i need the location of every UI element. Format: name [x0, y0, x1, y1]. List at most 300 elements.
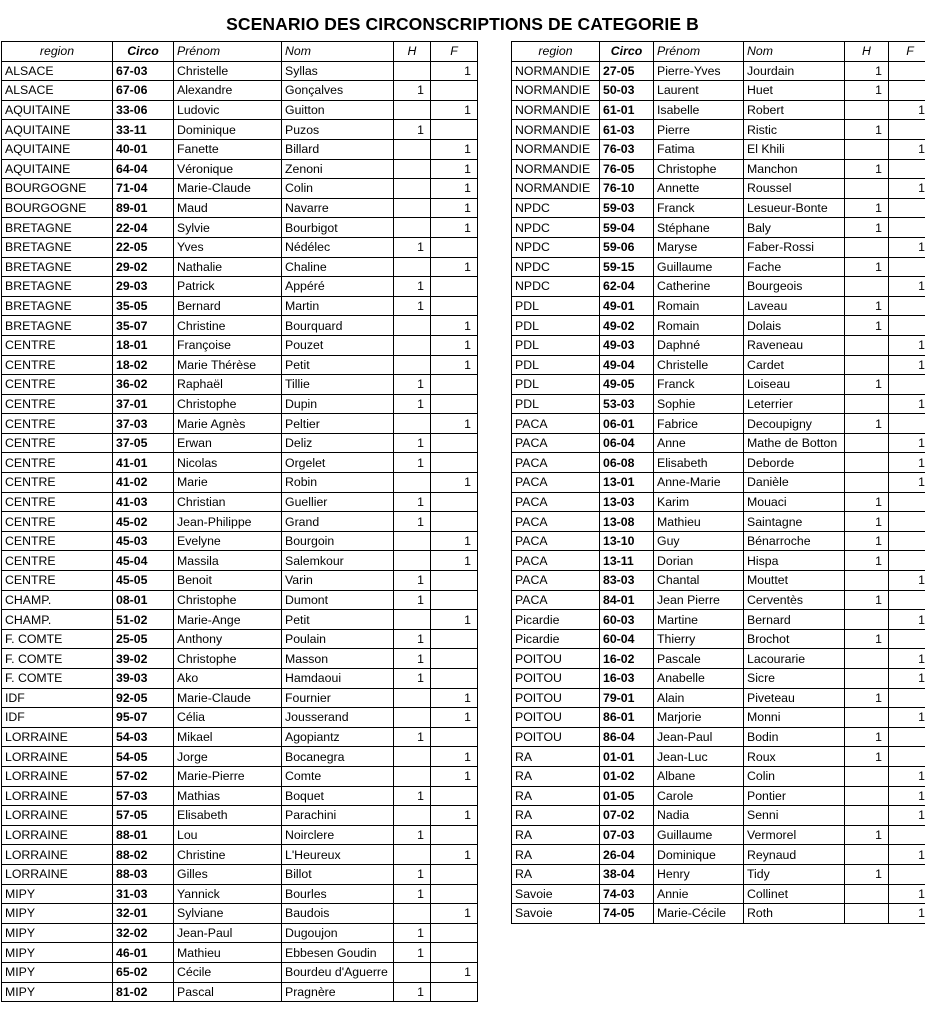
cell-f: 1: [889, 766, 925, 786]
table-row: [512, 414, 925, 434]
cell-region: CENTRE: [2, 512, 113, 532]
cell-nom: Comte: [282, 766, 394, 786]
cell-h: [394, 806, 431, 826]
table-row: [2, 473, 478, 493]
cell-circo: 41-03: [113, 492, 174, 512]
cell-f: [431, 727, 478, 747]
cell-nom: Bourquard: [282, 316, 394, 336]
cell-nom: Ristic: [744, 120, 845, 140]
cell-f: 1: [431, 610, 478, 630]
cell-f: [889, 218, 925, 238]
cell-h: [394, 218, 431, 238]
cell-h: 1: [845, 257, 889, 277]
cell-h: [845, 806, 889, 826]
cell-h: 1: [845, 825, 889, 845]
cell-prenom: Marjorie: [654, 708, 744, 728]
cell-circo: 86-01: [600, 708, 654, 728]
cell-region: BRETAGNE: [2, 296, 113, 316]
table-row: [2, 825, 478, 845]
cell-region: CENTRE: [2, 492, 113, 512]
cell-circo: 22-04: [113, 218, 174, 238]
cell-prenom: Isabelle: [654, 100, 744, 120]
table-row: [512, 708, 925, 728]
cell-h: [394, 355, 431, 375]
cell-nom: Guitton: [282, 100, 394, 120]
cell-prenom: Anne-Marie: [654, 473, 744, 493]
cell-region: IDF: [2, 688, 113, 708]
cell-nom: Colin: [282, 179, 394, 199]
cell-h: 1: [845, 159, 889, 179]
cell-h: [394, 100, 431, 120]
table-row: [2, 355, 478, 375]
cell-h: 1: [845, 198, 889, 218]
cell-region: ALSACE: [2, 81, 113, 101]
cell-h: [394, 335, 431, 355]
cell-f: [431, 786, 478, 806]
cell-f: [431, 943, 478, 963]
cell-circo: 37-05: [113, 433, 174, 453]
cell-circo: 06-01: [600, 414, 654, 434]
cell-f: 1: [889, 610, 925, 630]
cell-prenom: Martine: [654, 610, 744, 630]
cell-f: 1: [431, 218, 478, 238]
cell-circo: 33-11: [113, 120, 174, 140]
table-row: [2, 257, 478, 277]
cell-f: [431, 884, 478, 904]
cell-h: [845, 473, 889, 493]
table-row: [2, 629, 478, 649]
cell-f: [431, 433, 478, 453]
header-circo: Circo: [600, 42, 654, 62]
header-row: [2, 42, 478, 62]
table-row: [512, 845, 925, 865]
cell-h: [845, 433, 889, 453]
cell-h: [394, 473, 431, 493]
cell-nom: Leterrier: [744, 394, 845, 414]
cell-f: 1: [889, 649, 925, 669]
cell-prenom: Christine: [174, 316, 282, 336]
cell-region: BOURGOGNE: [2, 198, 113, 218]
cell-region: ALSACE: [2, 61, 113, 81]
cell-h: 1: [845, 864, 889, 884]
cell-h: [394, 766, 431, 786]
cell-prenom: Alain: [654, 688, 744, 708]
cell-region: RA: [512, 845, 600, 865]
cell-f: [431, 237, 478, 257]
cell-region: PACA: [512, 414, 600, 434]
cell-prenom: Dominique: [654, 845, 744, 865]
cell-region: RA: [512, 825, 600, 845]
table-row: [2, 551, 478, 571]
cell-prenom: Christophe: [174, 394, 282, 414]
cell-prenom: Guy: [654, 531, 744, 551]
cell-circo: 32-02: [113, 923, 174, 943]
cell-nom: Bénarroche: [744, 531, 845, 551]
cell-h: [394, 610, 431, 630]
cell-region: AQUITAINE: [2, 120, 113, 140]
cell-nom: Parachini: [282, 806, 394, 826]
header-h: H: [394, 42, 431, 62]
cell-h: 1: [394, 375, 431, 395]
cell-f: [431, 571, 478, 591]
cell-f: [431, 394, 478, 414]
cell-f: [431, 81, 478, 101]
cell-h: [845, 610, 889, 630]
cell-f: 1: [889, 845, 925, 865]
cell-h: [845, 394, 889, 414]
cell-prenom: Laurent: [654, 81, 744, 101]
cell-circo: 59-06: [600, 237, 654, 257]
cell-circo: 29-03: [113, 277, 174, 297]
cell-prenom: Franck: [654, 375, 744, 395]
cell-f: [889, 81, 925, 101]
cell-circo: 45-04: [113, 551, 174, 571]
cell-region: PDL: [512, 355, 600, 375]
table-row: [512, 139, 925, 159]
cell-circo: 49-04: [600, 355, 654, 375]
table-row: [2, 806, 478, 826]
cell-h: 1: [394, 884, 431, 904]
cell-h: 1: [845, 688, 889, 708]
cell-f: 1: [889, 884, 925, 904]
cell-nom: Jousserand: [282, 708, 394, 728]
cell-prenom: Marie Thérèse: [174, 355, 282, 375]
header-f: F: [889, 42, 925, 62]
cell-circo: 45-05: [113, 571, 174, 591]
cell-region: PACA: [512, 433, 600, 453]
page-title: SCENARIO DES CIRCONSCRIPTIONS DE CATEGORIE B: [226, 14, 699, 34]
cell-h: 1: [845, 61, 889, 81]
cell-circo: 08-01: [113, 590, 174, 610]
cell-f: [431, 864, 478, 884]
cell-h: 1: [394, 237, 431, 257]
cell-circo: 32-01: [113, 904, 174, 924]
table-row: [2, 61, 478, 81]
cell-h: 1: [394, 825, 431, 845]
cell-circo: 76-03: [600, 139, 654, 159]
cell-circo: 89-01: [113, 198, 174, 218]
cell-h: [394, 414, 431, 434]
header-circo: Circo: [113, 42, 174, 62]
cell-nom: Martin: [282, 296, 394, 316]
cell-h: [845, 845, 889, 865]
table-row: [2, 531, 478, 551]
cell-region: Picardie: [512, 610, 600, 630]
table-row: [512, 453, 925, 473]
cell-region: POITOU: [512, 669, 600, 689]
cell-f: [889, 316, 925, 336]
cell-f: 1: [889, 708, 925, 728]
cell-region: IDF: [2, 708, 113, 728]
cell-region: NPDC: [512, 198, 600, 218]
cell-prenom: Massila: [174, 551, 282, 571]
cell-f: [889, 257, 925, 277]
cell-circo: 22-05: [113, 237, 174, 257]
cell-region: PACA: [512, 531, 600, 551]
cell-circo: 18-02: [113, 355, 174, 375]
cell-h: 1: [394, 394, 431, 414]
cell-circo: 06-04: [600, 433, 654, 453]
cell-h: [394, 257, 431, 277]
cell-circo: 50-03: [600, 81, 654, 101]
cell-circo: 13-10: [600, 531, 654, 551]
cell-f: [889, 629, 925, 649]
cell-prenom: Nicolas: [174, 453, 282, 473]
cell-prenom: Bernard: [174, 296, 282, 316]
cell-nom: Piveteau: [744, 688, 845, 708]
table-row: [512, 629, 925, 649]
table-row: [512, 766, 925, 786]
cell-prenom: Pascale: [654, 649, 744, 669]
cell-nom: Robert: [744, 100, 845, 120]
cell-f: [889, 120, 925, 140]
cell-nom: Roux: [744, 747, 845, 767]
table-row: [2, 139, 478, 159]
table-row: [2, 316, 478, 336]
cell-f: [431, 277, 478, 297]
cell-prenom: Yannick: [174, 884, 282, 904]
cell-f: 1: [431, 845, 478, 865]
cell-circo: 13-01: [600, 473, 654, 493]
cell-circo: 59-04: [600, 218, 654, 238]
cell-prenom: Dorian: [654, 551, 744, 571]
cell-circo: 54-05: [113, 747, 174, 767]
cell-circo: 01-02: [600, 766, 654, 786]
cell-circo: 27-05: [600, 61, 654, 81]
cell-f: 1: [431, 159, 478, 179]
cell-h: 1: [394, 864, 431, 884]
cell-nom: Orgelet: [282, 453, 394, 473]
table-row: [512, 492, 925, 512]
cell-circo: 45-03: [113, 531, 174, 551]
cell-f: [889, 747, 925, 767]
cell-prenom: Lou: [174, 825, 282, 845]
cell-f: 1: [431, 473, 478, 493]
cell-circo: 65-02: [113, 962, 174, 982]
cell-h: 1: [394, 453, 431, 473]
cell-h: [845, 335, 889, 355]
cell-h: [394, 747, 431, 767]
cell-nom: Zenoni: [282, 159, 394, 179]
cell-prenom: Maryse: [654, 237, 744, 257]
cell-f: 1: [431, 708, 478, 728]
cell-nom: Jourdain: [744, 61, 845, 81]
cell-f: [431, 923, 478, 943]
cell-f: [431, 453, 478, 473]
cell-prenom: Christophe: [654, 159, 744, 179]
cell-f: 1: [431, 414, 478, 434]
cell-nom: Billard: [282, 139, 394, 159]
cell-region: NORMANDIE: [512, 120, 600, 140]
cell-nom: Hispa: [744, 551, 845, 571]
table-row: [2, 904, 478, 924]
cell-f: 1: [889, 473, 925, 493]
header-region: region: [512, 42, 600, 62]
cell-region: NORMANDIE: [512, 61, 600, 81]
cell-h: [845, 649, 889, 669]
table-row: [2, 982, 478, 1002]
cell-region: CENTRE: [2, 335, 113, 355]
cell-region: PACA: [512, 492, 600, 512]
cell-nom: Faber-Rossi: [744, 237, 845, 257]
cell-nom: Bourgeois: [744, 277, 845, 297]
cell-region: CENTRE: [2, 394, 113, 414]
cell-h: 1: [845, 492, 889, 512]
cell-f: [431, 649, 478, 669]
cell-circo: 86-04: [600, 727, 654, 747]
cell-nom: Billot: [282, 864, 394, 884]
cell-f: [889, 414, 925, 434]
cell-nom: Roth: [744, 904, 845, 924]
cell-h: 1: [394, 590, 431, 610]
cell-f: 1: [431, 61, 478, 81]
cell-region: BRETAGNE: [2, 277, 113, 297]
cell-region: POITOU: [512, 649, 600, 669]
cell-h: [845, 786, 889, 806]
cell-region: F. COMTE: [2, 669, 113, 689]
cell-prenom: Gilles: [174, 864, 282, 884]
cell-region: PDL: [512, 335, 600, 355]
cell-region: Savoie: [512, 884, 600, 904]
cell-nom: Reynaud: [744, 845, 845, 865]
cell-region: PACA: [512, 453, 600, 473]
table-row: [512, 100, 925, 120]
table-row: [2, 727, 478, 747]
cell-nom: Fournier: [282, 688, 394, 708]
table-row: [512, 669, 925, 689]
cell-circo: 51-02: [113, 610, 174, 630]
cell-nom: Mouttet: [744, 571, 845, 591]
table-row: [512, 218, 925, 238]
cell-region: LORRAINE: [2, 845, 113, 865]
cell-nom: Poulain: [282, 629, 394, 649]
left-table: [1, 41, 478, 1002]
cell-prenom: Marie Agnès: [174, 414, 282, 434]
cell-h: [845, 139, 889, 159]
cell-circo: 81-02: [113, 982, 174, 1002]
cell-nom: Gonçalves: [282, 81, 394, 101]
cell-h: 1: [845, 120, 889, 140]
cell-region: MIPY: [2, 943, 113, 963]
cell-region: NPDC: [512, 257, 600, 277]
cell-nom: Pontier: [744, 786, 845, 806]
cell-h: [845, 708, 889, 728]
cell-f: [431, 120, 478, 140]
cell-circo: 84-01: [600, 590, 654, 610]
table-row: [2, 159, 478, 179]
cell-nom: Agopiantz: [282, 727, 394, 747]
cell-h: 1: [845, 531, 889, 551]
cell-circo: 74-05: [600, 904, 654, 924]
cell-circo: 61-03: [600, 120, 654, 140]
cell-circo: 53-03: [600, 394, 654, 414]
cell-circo: 25-05: [113, 629, 174, 649]
cell-f: 1: [889, 100, 925, 120]
cell-nom: Baly: [744, 218, 845, 238]
cell-region: BOURGOGNE: [2, 179, 113, 199]
cell-nom: Danièle: [744, 473, 845, 493]
table-row: [2, 610, 478, 630]
cell-region: F. COMTE: [2, 629, 113, 649]
table-row: [2, 590, 478, 610]
cell-region: MIPY: [2, 923, 113, 943]
cell-prenom: Pascal: [174, 982, 282, 1002]
cell-region: LORRAINE: [2, 747, 113, 767]
cell-f: 1: [431, 531, 478, 551]
cell-circo: 41-02: [113, 473, 174, 493]
table-row: [2, 708, 478, 728]
cell-nom: Bourbigot: [282, 218, 394, 238]
cell-region: CHAMP.: [2, 610, 113, 630]
cell-nom: Saintagne: [744, 512, 845, 532]
table-row: [512, 394, 925, 414]
cell-circo: 83-03: [600, 571, 654, 591]
cell-h: [394, 845, 431, 865]
cell-region: AQUITAINE: [2, 100, 113, 120]
cell-f: [889, 61, 925, 81]
cell-prenom: Catherine: [654, 277, 744, 297]
cell-nom: Bourdeu d'Aguerre: [282, 962, 394, 982]
cell-f: 1: [889, 904, 925, 924]
cell-circo: 07-03: [600, 825, 654, 845]
cell-prenom: Fabrice: [654, 414, 744, 434]
cell-region: PACA: [512, 590, 600, 610]
cell-region: CENTRE: [2, 433, 113, 453]
table-row: [2, 375, 478, 395]
cell-circo: 39-02: [113, 649, 174, 669]
cell-f: 1: [889, 433, 925, 453]
cell-f: 1: [431, 316, 478, 336]
cell-prenom: Christophe: [174, 649, 282, 669]
cell-prenom: Annette: [654, 179, 744, 199]
cell-region: CENTRE: [2, 355, 113, 375]
cell-region: PACA: [512, 473, 600, 493]
table-row: [2, 179, 478, 199]
table-row: [512, 688, 925, 708]
cell-circo: 54-03: [113, 727, 174, 747]
table-row: [512, 198, 925, 218]
cell-prenom: Annie: [654, 884, 744, 904]
table-row: [512, 81, 925, 101]
cell-nom: Guellier: [282, 492, 394, 512]
cell-f: 1: [889, 335, 925, 355]
cell-region: CHAMP.: [2, 590, 113, 610]
cell-region: POITOU: [512, 708, 600, 728]
table-row: [2, 571, 478, 591]
cell-prenom: Fatima: [654, 139, 744, 159]
cell-nom: Hamdaoui: [282, 669, 394, 689]
cell-prenom: Raphaël: [174, 375, 282, 395]
cell-circo: 74-03: [600, 884, 654, 904]
cell-h: 1: [845, 551, 889, 571]
cell-circo: 37-03: [113, 414, 174, 434]
table-row: [2, 766, 478, 786]
cell-nom: Roussel: [744, 179, 845, 199]
cell-nom: L'Heureux: [282, 845, 394, 865]
cell-region: F. COMTE: [2, 649, 113, 669]
cell-circo: 88-01: [113, 825, 174, 845]
header-h: H: [845, 42, 889, 62]
cell-nom: Navarre: [282, 198, 394, 218]
cell-nom: Bodin: [744, 727, 845, 747]
cell-circo: 16-02: [600, 649, 654, 669]
cell-prenom: Ako: [174, 669, 282, 689]
cell-nom: Lesueur-Bonte: [744, 198, 845, 218]
cell-f: 1: [889, 571, 925, 591]
cell-f: 1: [889, 355, 925, 375]
cell-f: [889, 492, 925, 512]
cell-prenom: Jean-Luc: [654, 747, 744, 767]
